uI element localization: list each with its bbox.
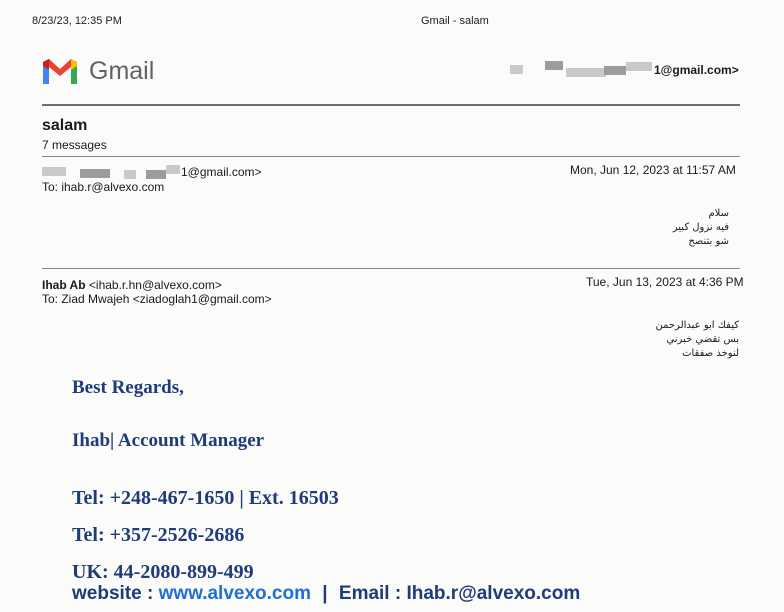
message-1-from: 1@gmail.com> — [181, 165, 262, 179]
email-label: Email : — [338, 583, 407, 604]
message-divider — [42, 268, 740, 269]
message-2-sender-email: <ihab.r.hn@alvexo.com> — [88, 278, 222, 292]
signature-tel-2: Tel: +357-2526-2686 — [72, 524, 245, 546]
message-1-body-line: سلام — [708, 208, 729, 219]
message-2-body-line: لنوخذ صفقات — [682, 348, 739, 359]
message-1-body — [673, 207, 729, 249]
redaction-block — [545, 61, 563, 70]
message-2-to: To: Ziad Mwajeh <ziadoglah1@gmail.com> — [42, 292, 272, 306]
message-2-body — [655, 319, 739, 361]
redaction-block — [146, 170, 166, 179]
message-2-body-line: بس تقضي خبرني — [666, 334, 739, 345]
message-2-from — [42, 278, 222, 292]
redaction-block — [42, 167, 66, 176]
signature-contact-line — [72, 583, 580, 605]
email-link[interactable]: Ihab.r@alvexo.com — [406, 583, 581, 604]
redaction-block — [604, 66, 626, 75]
contact-separator: | — [322, 583, 328, 604]
gmail-logo-icon — [40, 56, 80, 86]
redaction-block — [566, 68, 606, 77]
message-divider — [42, 156, 740, 157]
thread-message-count: 7 messages — [42, 138, 107, 152]
redaction-block — [80, 169, 110, 178]
website-link[interactable]: www.alvexo.com — [158, 583, 311, 604]
gmail-wordmark: Gmail — [89, 57, 155, 85]
message-1-to: To: ihab.r@alvexo.com — [42, 180, 165, 194]
redaction-block — [510, 65, 523, 74]
message-2-sender-name: Ihab Ab — [42, 278, 86, 292]
print-datetime: 8/23/23, 12:35 PM — [32, 15, 122, 27]
redaction-block — [166, 165, 180, 174]
message-1-body-line: فيه نزول كبير — [672, 222, 729, 233]
header-divider — [42, 104, 740, 106]
signature-regards: Best Regards, — [72, 377, 184, 398]
signature-name-title: Ihab| Account Manager — [72, 430, 265, 451]
message-1-date: Mon, Jun 12, 2023 at 11:57 AM — [570, 163, 736, 177]
print-title: Gmail - salam — [421, 15, 489, 27]
redaction-block — [124, 170, 136, 179]
signature-tel-1: Tel: +248-467-1650 | Ext. 16503 — [72, 487, 339, 509]
message-1-body-line: شو بتنصح — [688, 236, 729, 247]
redaction-block — [626, 62, 652, 71]
thread-subject: salam — [42, 117, 88, 134]
website-label: website : — [72, 583, 159, 604]
message-2-body-line: كيفك ابو عبدالرحمن — [655, 320, 739, 331]
signature-uk-phone: UK: 44-2080-899-499 — [72, 561, 254, 583]
account-email: 1@gmail.com> — [654, 63, 739, 77]
message-2-date: Tue, Jun 13, 2023 at 4:36 PM — [586, 275, 744, 289]
